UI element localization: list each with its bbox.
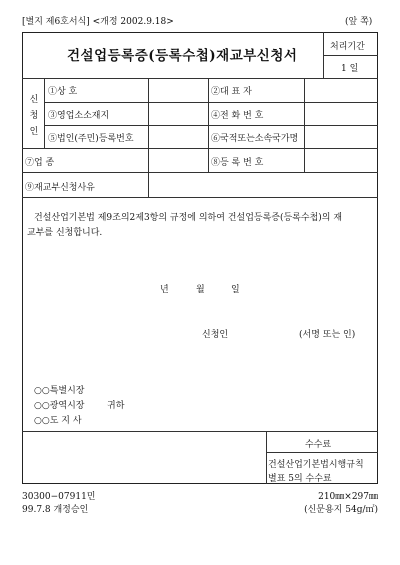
addressee-province: ○○도 지 사: [34, 416, 82, 426]
corp-reg-no-label: ⑤법인(주민)등록번호: [48, 134, 134, 144]
date-month-label: 월: [196, 285, 205, 295]
applicant-char: 청: [29, 111, 39, 121]
divider: [304, 78, 305, 172]
divider: [148, 172, 149, 197]
paper-size: 210㎜×297㎜: [318, 492, 378, 502]
addressee-metro-city: ○○광역시장: [34, 401, 85, 411]
page-side-label: (앞 쪽): [345, 17, 373, 27]
fee-label: 수수료: [305, 440, 332, 450]
divider: [22, 431, 378, 432]
fee-basis-line-1: 건설산업기본법시행규칙: [268, 460, 364, 470]
divider: [44, 102, 378, 103]
date-year-label: 년: [160, 285, 169, 295]
paper-spec: (신문용지 54g/㎡): [304, 505, 378, 515]
divider: [44, 78, 45, 148]
reissue-reason-label: ⑨재교부신청사유: [25, 183, 95, 193]
processing-period-label: 처리기간: [330, 42, 365, 52]
registration-no-label: ⑧등 록 번 호: [211, 158, 264, 168]
nationality-label: ⑥국적또는소속국가명: [211, 134, 299, 144]
statement-line-1: 건설산업기본법 제9조의2제3항의 규정에 의하여 건설업등록증(등록수첩)의 재: [34, 213, 343, 223]
divider: [22, 172, 378, 173]
representative-label: ②대 표 자: [211, 87, 252, 97]
divider: [148, 78, 149, 172]
divider: [323, 55, 378, 56]
approval-note: 99.7.8 개정승인: [22, 505, 89, 515]
processing-period-value: 1 일: [341, 64, 359, 74]
divider: [266, 431, 267, 484]
divider: [208, 78, 209, 172]
honorific: 귀하: [107, 401, 125, 411]
form-title: 건설업등록증(등록수첩)재교부신청서: [67, 48, 298, 64]
applicant-group-label: [27, 92, 41, 140]
divider: [22, 148, 378, 149]
trade-name-label: ①상 호: [48, 87, 78, 97]
date-day-label: 일: [231, 285, 240, 295]
phone-label: ④전 화 번 호: [211, 111, 264, 121]
statement-line-2: 교부를 신청합니다.: [27, 228, 103, 238]
form-number: [별지 제6호서식] <개정 2002.9.18>: [22, 17, 174, 27]
signature-note: (서명 또는 인): [299, 330, 356, 340]
document-code: 30300−07911민: [22, 492, 96, 502]
applicant-char: 신: [29, 95, 39, 105]
applicant-label: 신청인: [202, 330, 229, 340]
addressee-special-city: ○○특별시장: [34, 386, 85, 396]
divider: [22, 197, 378, 198]
divider: [22, 78, 378, 79]
business-address-label: ③영업소소재지: [48, 111, 110, 121]
divider: [266, 452, 378, 453]
business-type-label: ⑦업 종: [25, 158, 55, 168]
applicant-char: 인: [29, 127, 39, 137]
fee-basis-line-2: 별표 5의 수수료: [268, 474, 332, 484]
divider: [44, 125, 378, 126]
